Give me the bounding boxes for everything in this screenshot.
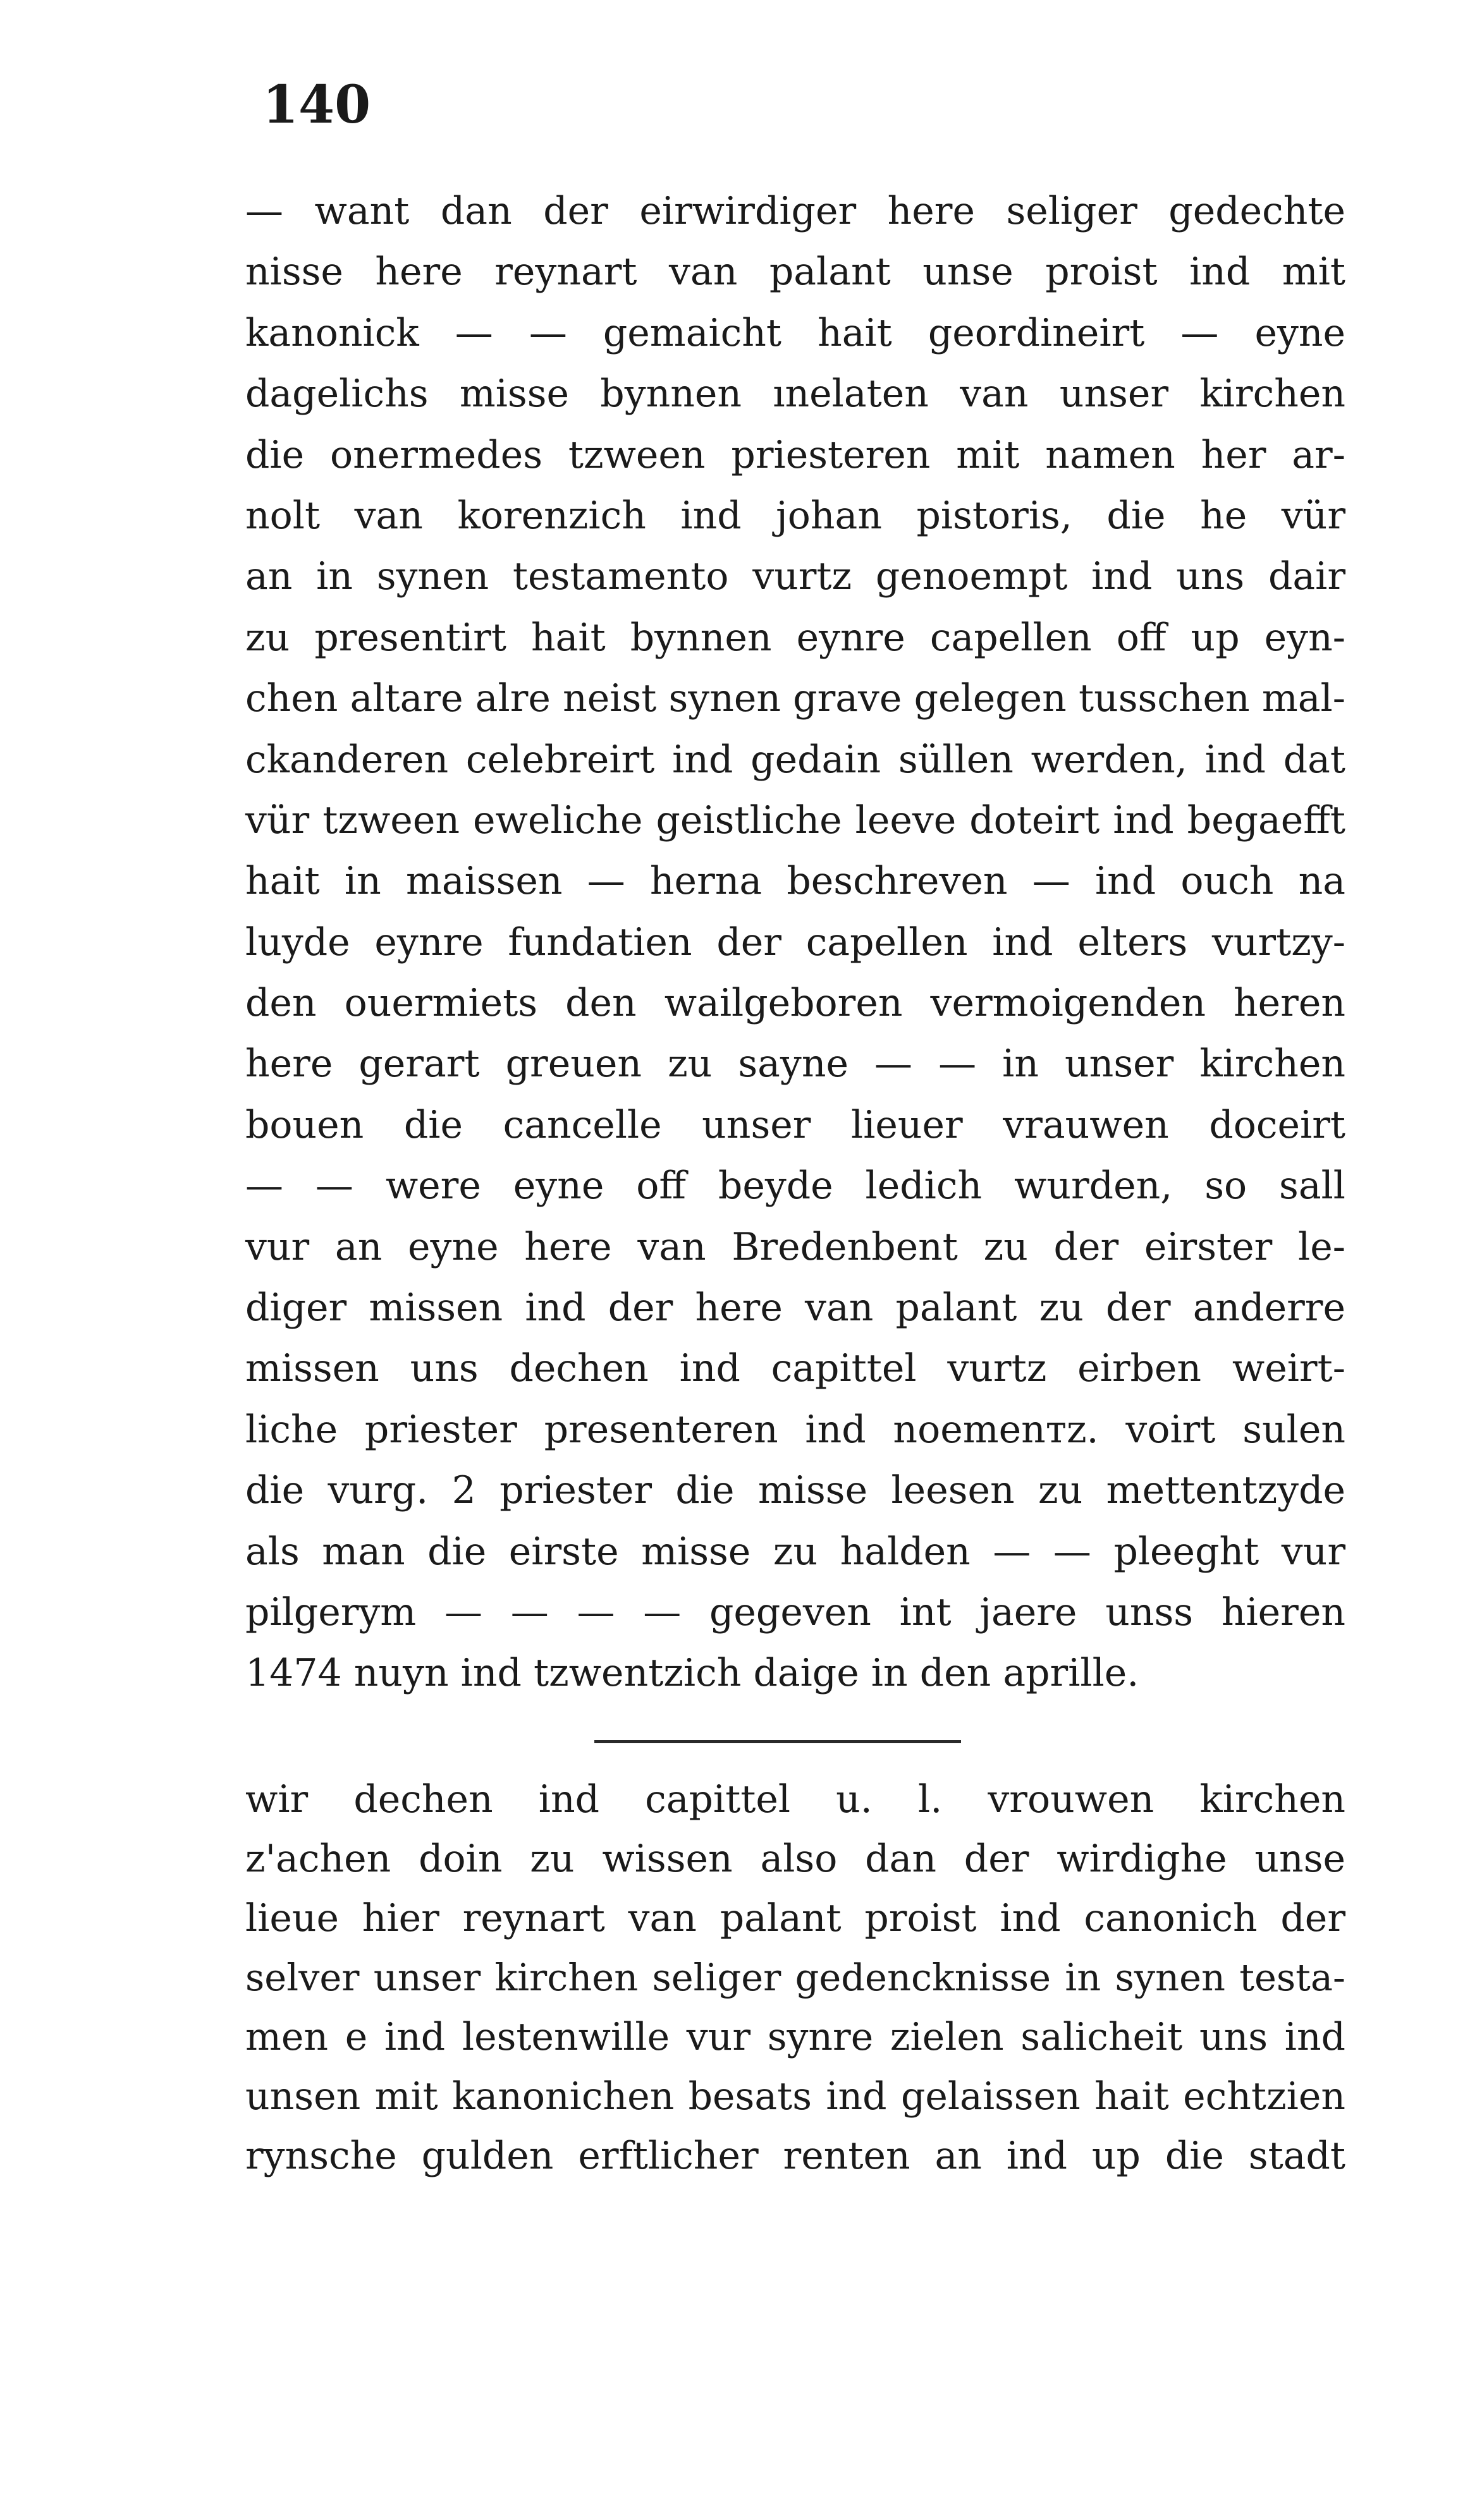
text-line: selver unser kirchen seliger gedencknisse in synen testa-	[245, 1956, 1345, 1999]
text-line: luyde eynre fundatien der capellen ind elters vurtzy-	[245, 920, 1345, 965]
text-line: 1474 nuyn ind tzwentzich daige in den aprille.	[245, 1651, 1139, 1696]
text-line: nisse here reynart van palant unse proist ind mit	[245, 250, 1345, 295]
text-line: missen uns dechen ind capittel vurtz eirben weirt-	[245, 1346, 1345, 1391]
text-line: ckanderen celebreirt ind gedain süllen werden, ind dat	[245, 737, 1345, 782]
text-line: pilgerym — — — — gegeven int jaere unss hieren	[245, 1590, 1345, 1634]
text-line: chen altare alre neist synen grave gelegen tusschen mal-	[245, 676, 1345, 721]
text-line: zu presentirt hait bynnen eynre capellen off up eyn-	[245, 615, 1345, 660]
text-line: nolt van korenzich ind johan pistoris, die he vür	[245, 493, 1345, 538]
text-line: z'achen doin zu wissen also dan der wirdighe unse	[245, 1837, 1345, 1881]
text-line: die onermedes tzween priesteren mit namen her ar-	[245, 432, 1345, 477]
text-line: dagelichs misse bynnen ınelaten van unser kirchen	[245, 372, 1345, 417]
text-line: unsen mit kanonichen besats ind gelaissen hait echtzien	[245, 2074, 1345, 2119]
text-line: an in synen testamento vurtz genoempt ind uns dair	[245, 554, 1345, 599]
text-line: bouen die cancelle unser lieuer vrauwen doceirt	[245, 1102, 1345, 1147]
text-line: liche priester presenteren ind noemenтz. voirt sulen	[245, 1407, 1345, 1452]
text-line: — want dan der eirwirdiger here seliger gedechte	[245, 189, 1345, 233]
page-number: 140	[262, 75, 371, 135]
text-line: rynsche gulden erftlicher renten an ind up die stadt	[245, 2134, 1345, 2178]
text-line: die vurg. 2 priester die misse leesen zu mettentzyde	[245, 1468, 1345, 1513]
text-line: lieue hier reynart van palant proist ind canonich der	[245, 1896, 1345, 1940]
text-line: here gerart greuen zu sayne — — in unser kirchen	[245, 1042, 1345, 1087]
text-line: wir dechen ind capittel u. l. vrouwen kirchen	[245, 1777, 1345, 1822]
paragraph-2	[245, 1770, 1345, 2186]
text-line: vur an eyne here van Bredenbent zu der eirster le-	[245, 1224, 1345, 1269]
section-divider	[594, 1740, 961, 1743]
text-line: — — were eyne off beyde ledich wurden, so sall	[245, 1164, 1345, 1208]
text-line: als man die eirste misse zu halden — — pleeght vur	[245, 1529, 1345, 1574]
text-line: hait in maissen — herna beschreven — ind ouch na	[245, 859, 1345, 904]
text-line: men e ind lestenwille vur synre zielen salicheit uns ind	[245, 2015, 1345, 2059]
text-line: vür tzween eweliche geistliche leeve doteirt ind begaefft	[245, 798, 1345, 843]
text-line: kanonick — — gemaicht hait geordineirt — eyne	[245, 310, 1345, 355]
text-line: den ouermiets den wailgeboren vermoigenden heren	[245, 981, 1345, 1026]
text-line: diger missen ind der here van palant zu der anderre	[245, 1286, 1345, 1330]
paragraph-1	[245, 181, 1345, 1704]
